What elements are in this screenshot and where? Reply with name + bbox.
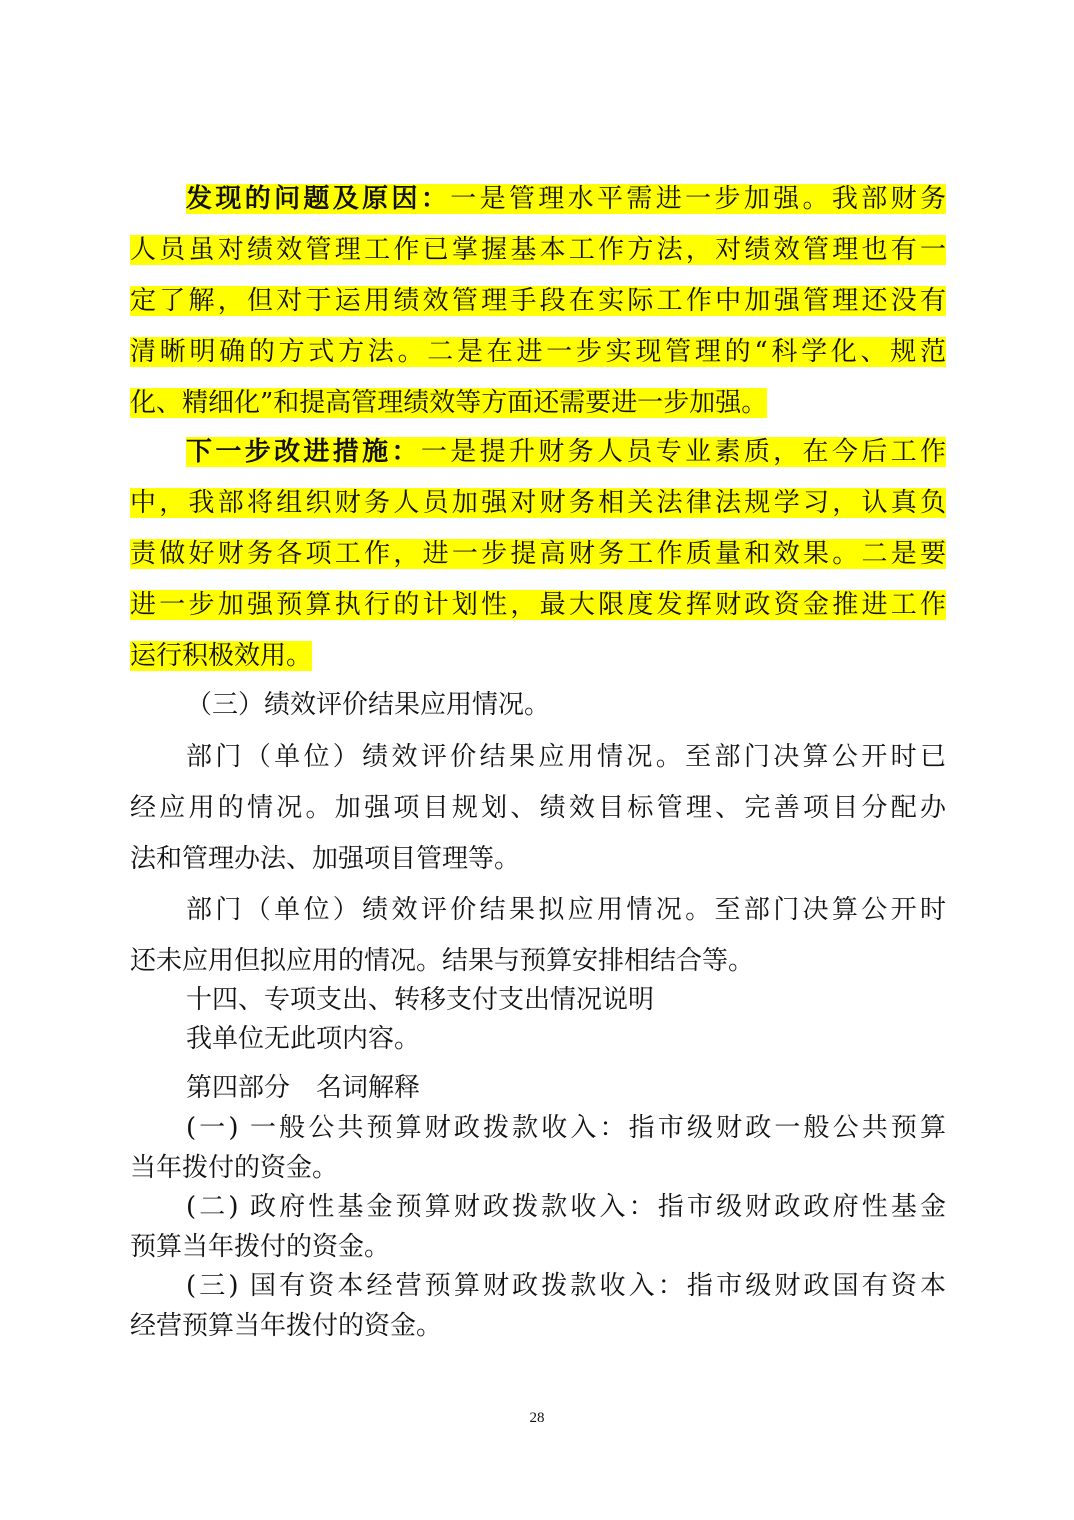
improvements-line-text: 责做好财务各项工作，进一步提高财务工作质量和效果。二是要 [130, 539, 946, 569]
term-line: 预算当年拨付的资金。 [130, 1232, 391, 1262]
problems-line [130, 233, 946, 267]
improvements-first-line [186, 435, 946, 469]
results-planned-line: 还未应用但拟应用的情况。结果与预算安排相结合等。 [130, 946, 755, 976]
term-line: 当年拨付的资金。 [130, 1153, 339, 1183]
improvements-line [130, 486, 946, 520]
term-line: 经营预算当年拨付的资金。 [130, 1311, 443, 1341]
section14-title: 十四、专项支出、转移支付支出情况说明 [186, 985, 655, 1015]
improvements-line [130, 639, 312, 673]
problems-heading: 发现的问题及原因： [186, 184, 451, 214]
problems-line-text: 清晰明确的方式方法。二是在进一步实现管理的“科学化、规范 [130, 337, 946, 367]
results-title: （三）绩效评价结果应用情况。 [186, 690, 551, 720]
page-number: 28 [529, 1410, 545, 1426]
improvements-line-text: 进一步加强预算执行的计划性，最大限度发挥财政资金推进工作 [130, 590, 946, 620]
problems-text: 一是管理水平需进一步加强。我部财务 [450, 184, 946, 214]
results-applied-line: 部门（单位）绩效评价结果应用情况。至部门决算公开时已 [186, 742, 946, 772]
results-applied-line: 法和管理办法、加强项目管理等。 [130, 844, 521, 874]
problems-line-text: 化、精细化”和提高管理绩效等方面还需要进一步加强。 [130, 388, 768, 418]
term-line: (三) 国有资本经营预算财政拨款收入：指市级财政国有资本 [186, 1271, 946, 1301]
improvements-line [130, 588, 946, 622]
part4-title: 第四部分 名词解释 [186, 1073, 421, 1103]
results-applied-line: 经应用的情况。加强项目规划、绩效目标管理、完善项目分配办 [130, 793, 946, 823]
improvements-heading: 下一步改进措施： [186, 437, 421, 467]
problems-line [130, 335, 946, 369]
problems-line-text: 人员虽对绩效管理工作已掌握基本工作方法，对绩效管理也有一 [130, 235, 946, 265]
improvements-line-text: 中，我部将组织财务人员加强对财务相关法律法规学习，认真负 [130, 488, 946, 518]
problems-line [130, 284, 946, 318]
problems-first-line [186, 182, 946, 216]
term-line: (一) 一般公共预算财政拨款收入：指市级财政一般公共预算 [186, 1113, 946, 1143]
improvements-line [130, 537, 946, 571]
improvements-line-text: 运行积极效用。 [130, 641, 313, 671]
results-planned-line: 部门（单位）绩效评价结果拟应用情况。至部门决算公开时 [186, 895, 946, 925]
term-line: (二) 政府性基金预算财政拨款收入：指市级财政政府性基金 [186, 1192, 946, 1222]
problems-line [130, 386, 767, 420]
section14-content: 我单位无此项内容。 [186, 1024, 421, 1054]
improvements-text: 一是提升财务人员专业素质，在今后工作 [420, 437, 946, 467]
problems-line-text: 定了解，但对于运用绩效管理手段在实际工作中加强管理还没有 [130, 286, 946, 316]
